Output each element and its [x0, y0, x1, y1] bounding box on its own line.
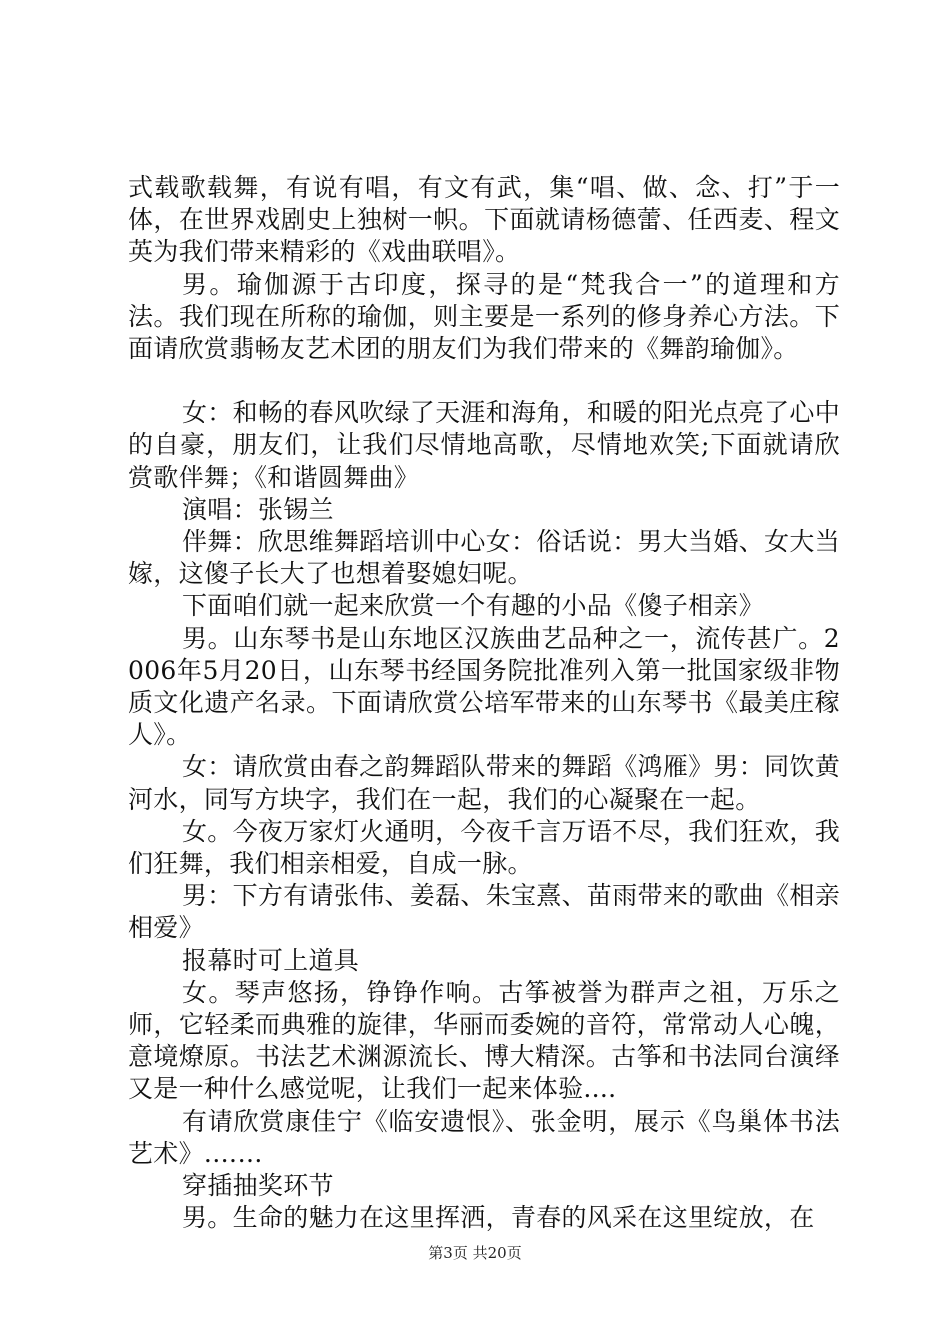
paragraph-lottery: 穿插抽奖环节 [182, 1171, 334, 1201]
paragraph-tonight: 女。今夜万家灯火通明，今夜千言万语不尽，我们狂欢，我们狂舞，我们相亲相爱，自成一脉。 [128, 816, 840, 879]
document-body [128, 172, 840, 1235]
paragraph-dancers: 伴舞：欣思维舞蹈培训中心女：俗话说：男大当婚、女大当嫁，这傻子长大了也想着娶媳妇呢。 [128, 527, 840, 589]
paragraph-wild-goose: 女：请欣赏由春之韵舞蹈队带来的舞蹈《鸿雁》男：同饮黄河水，同写方块字，我们在一起，我们的心凝聚在一起。 [128, 752, 840, 814]
paragraph-song: 男：下方有请张伟、姜磊、朱宝熹、苗雨带来的歌曲《相亲相爱》 [128, 881, 840, 943]
paragraph-calligraphy: 有请欣赏康佳宁《临安遗恨》、张金明，展示《鸟巢体书法艺术》.…… [128, 1106, 840, 1168]
paragraph-guzheng: 女。琴声悠扬，铮铮作响。古筝被誉为群声之祖，万乐之师，它轻柔而典雅的旋律，华丽而委婉的音符，常常动人心魄，意境燎原。书法艺术渊源流长、博大精深。古筝和书法同台演绎又是一种什么感觉呢，让我们一起来体验.... [128, 977, 840, 1104]
paragraph-opera-medley: 式载歌载舞，有说有唱，有文有武，集“唱、做、念、打”于一体，在世界戏剧史上独树一帜。下面就请杨德蕾、任西麦、程文英为我们带来精彩的《戏曲联唱》。 [128, 173, 840, 267]
paragraph-props-note: 报幕时可上道具 [182, 945, 360, 975]
paragraph-shandong-qinshu: 男。山东琴书是山东地区汉族曲艺品种之一，流传甚广。2006年5月20日，山东琴书经国务院批准列入第一批国家级非物质文化遗产名录。下面请欣赏公培军带来的山东琴书《最美庄稼人》。 [128, 623, 840, 750]
paragraph-youth: 男。生命的魅力在这里挥洒，青春的风采在这里绽放，在 [182, 1203, 815, 1233]
paragraph-waltz: 女：和畅的春风吹绿了天涯和海角，和暖的阳光点亮了心中的自豪，朋友们，让我们尽情地高歌，尽情地欢笑;下面就请欣赏歌伴舞；《和谐圆舞曲》 [128, 398, 840, 492]
paragraph-yoga: 男。瑜伽源于古印度，探寻的是“梵我合一”的道理和方法。我们现在所称的瑜伽，则主要是一系列的修身养心方法。下面请欣赏翡畅友艺术团的朋友们为我们带来的《舞韵瑜伽》。 [128, 269, 840, 364]
page-number-footer: 第3页 共20页 [428, 1244, 522, 1262]
paragraph-singer: 演唱：张锡兰 [182, 494, 334, 524]
paragraph-sketch: 下面咱们就一起来欣赏一个有趣的小品《傻子相亲》 [182, 591, 764, 621]
